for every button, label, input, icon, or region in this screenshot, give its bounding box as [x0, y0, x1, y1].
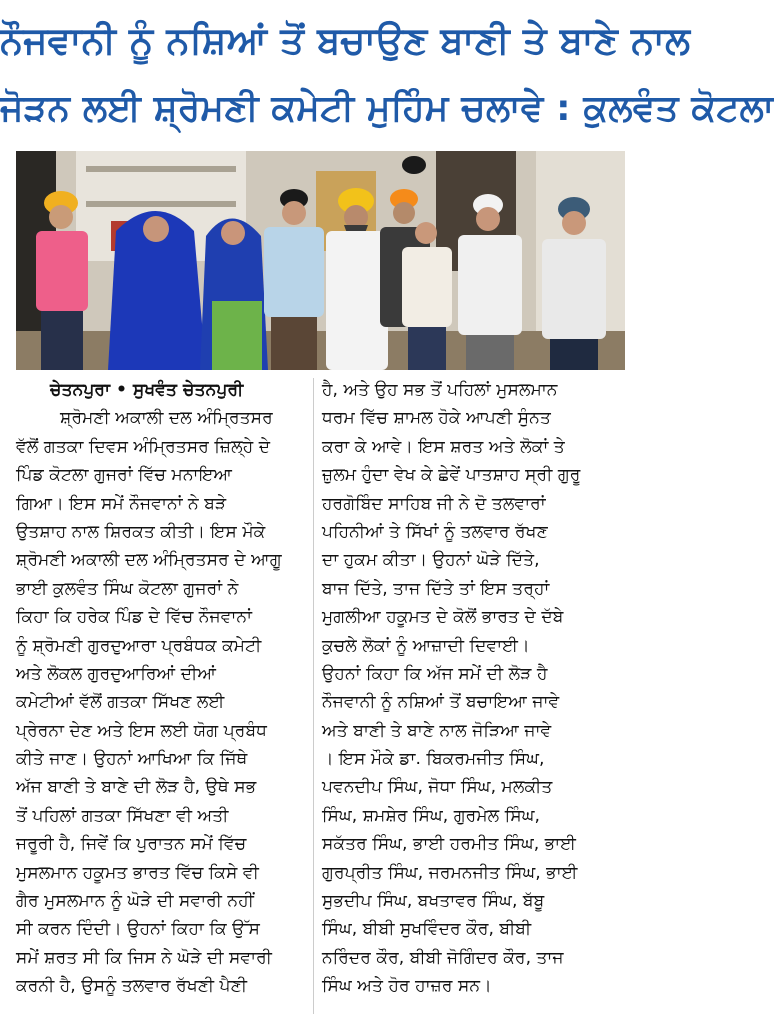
article-line: ਹਰਗੋਬਿੰਦ ਸਾਹਿਬ ਜੀ ਨੇ ਦੋ ਤਲਵਾਰਾਂ — [322, 493, 546, 514]
article-line: ਮੁਗਲੀਆ ਹਕੂਮਤ ਦੇ ਕੋਲੋਂ ਭਾਰਤ ਦੇ ਦੱਬੇ — [322, 607, 564, 628]
person-figure — [402, 156, 426, 174]
article-line: ਕੁਚਲੇ ਲੋਕਾਂ ਨੂੰ ਆਜ਼ਾਦੀ ਦਿਵਾਈ। — [322, 635, 530, 656]
article-line: ਸੁਭਦੀਪ ਸਿੰਘ, ਬਖਤਾਵਰ ਸਿੰਘ, ਬੱਬੂ — [322, 891, 545, 912]
article-line: ਕੀਤੇ ਜਾਣ। ਉਹਨਾਂ ਆਖਿਆ ਕਿ ਜਿੱਥੇ — [16, 749, 248, 770]
article-line: ਗਿਆ। ਇਸ ਸਮੇਂ ਨੌਜਵਾਨਾਂ ਨੇ ਬੜੇ — [16, 493, 227, 514]
article-line: ਜ਼ੁਲਮ ਹੁੰਦਾ ਵੇਖ ਕੇ ਛੇਵੇਂ ਪਾਤਸ਼ਾਹ ਸ੍ਰੀ ਗੁਰੂ — [322, 465, 581, 486]
person-figure — [200, 219, 268, 371]
article-line: ਜਰੂਰੀ ਹੈ, ਜਿਵੇਂ ਕਿ ਪੁਰਾਤਨ ਸਮੇਂ ਵਿੱਚ — [16, 834, 247, 855]
article-line: ਸਿੰਘ, ਸ਼ਮਸ਼ੇਰ ਸਿੰਘ, ਗੁਰਮੇਲ ਸਿੰਘ, — [322, 805, 540, 826]
article-line: ਭਾਈ ਕੁਲਵੰਤ ਸਿੰਘ ਕੋਟਲਾ ਗੁਜਰਾਂ ਨੇ — [16, 578, 239, 599]
group-photo — [16, 151, 625, 370]
article-line: ਨੂੰ ਸ਼੍ਰੋਮਣੀ ਗੁਰਦੁਆਰਾ ਪ੍ਰਬੰਧਕ ਕਮੇਟੀ — [16, 635, 262, 656]
article-line: ਕਰਨੀ ਹੈ, ਉਸਨੂੰ ਤਲਵਾਰ ਰੱਖਣੀ ਪੈਣੀ — [16, 976, 247, 997]
article-column-left — [16, 376, 310, 1016]
article-line: ਵੱਲੋਂ ਗਤਕਾ ਦਿਵਸ ਅੰਮ੍ਰਿਤਸਰ ਜ਼ਿਲ੍ਹੇ ਦੇ — [16, 436, 271, 457]
article-line: ਨਰਿੰਦਰ ਕੌਰ, ਬੀਬੀ ਜੋਗਿੰਦਰ ਕੌਰ, ਤਾਜ — [322, 947, 564, 968]
article-line: ਅੱਜ ਬਾਣੀ ਤੇ ਬਾਣੇ ਦੀ ਲੋੜ ਹੈ, ਉਥੇ ਸਭ — [16, 777, 257, 798]
person-figure — [108, 211, 206, 370]
article-line: ਕਮੇਟੀਆਂ ਵੱਲੋਂ ਗਤਕਾ ਸਿੱਖਣ ਲਈ — [16, 692, 225, 713]
article-line: ਸ਼੍ਰੋਮਣੀ ਅਕਾਲੀ ਦਲ ਅੰਮ੍ਰਿਤਸਰ — [60, 408, 273, 429]
article-line: ਪਵਨਦੀਪ ਸਿੰਘ, ਜੋਧਾ ਸਿੰਘ, ਮਲਕੀਤ — [322, 777, 553, 798]
article-line: ਸੀ ਕਰਨ ਦਿੰਦੀ। ਉਹਨਾਂ ਕਿਹਾ ਕਿ ਉੱਸ — [16, 919, 260, 940]
article-line: ਗੈਰ ਮੁਸਲਮਾਨ ਨੂੰ ਘੋੜੇ ਦੀ ਸਵਾਰੀ ਨਹੀਂ — [16, 891, 254, 912]
article-line: ਅਤੇ ਲੋਕਲ ਗੁਰਦੁਆਰਿਆਂ ਦੀਆਂ — [16, 663, 217, 684]
column-divider — [313, 378, 314, 1014]
article-line: ਸਕੱਤਰ ਸਿੰਘ, ਭਾਈ ਹਰਮੀਤ ਸਿੰਘ, ਭਾਈ — [322, 834, 577, 855]
article-line: ਮੁਸਲਮਾਨ ਹਕੂਮਤ ਭਾਰਤ ਵਿੱਚ ਕਿਸੇ ਵੀ — [16, 862, 259, 883]
headline-line-1: ਨੌਜਵਾਨੀ ਨੂੰ ਨਸ਼ਿਆਂ ਤੋਂ ਬਚਾਉਣ ਬਾਣੀ ਤੇ ਬਾਣੇ ਨਾਲ — [0, 19, 691, 62]
article-line: ਉਤਸ਼ਾਹ ਨਾਲ ਸ਼ਿਰਕਤ ਕੀਤੀ। ਇਸ ਮੌਕੇ — [16, 521, 266, 542]
article-line: ਨੌਜਵਾਨੀ ਨੂੰ ਨਸ਼ਿਆਂ ਤੋਂ ਬਚਾਇਆ ਜਾਵੇ — [322, 692, 560, 713]
article-line: ਸਮੇਂ ਸ਼ਰਤ ਸੀ ਕਿ ਜਿਸ ਨੇ ਘੋੜੇ ਦੀ ਸਵਾਰੀ — [16, 947, 272, 968]
article-line: ਕਿਹਾ ਕਿ ਹਰੇਕ ਪਿੰਡ ਦੇ ਵਿੱਚ ਨੌਜਵਾਨਾਂ — [16, 607, 252, 628]
article-line: ਬਾਜ ਦਿੱਤੇ, ਤਾਜ ਦਿੱਤੇ ਤਾਂ ਇਸ ਤਰ੍ਹਾਂ — [322, 578, 550, 599]
article-line: ਗੁਰਪ੍ਰੀਤ ਸਿੰਘ, ਜਰਮਨਜੀਤ ਸਿੰਘ, ਭਾਈ — [322, 862, 578, 883]
article-line: ਕਰਾ ਕੇ ਆਵੇ। ਇਸ ਸ਼ਰਤ ਅਤੇ ਲੋਕਾਂ ਤੇ — [322, 436, 565, 457]
article-line: ਸਿੰਘ ਅਤੇ ਹੋਰ ਹਾਜ਼ਰ ਸਨ। — [322, 976, 492, 997]
article-line: ਸ਼੍ਰੋਮਣੀ ਅਕਾਲੀ ਦਲ ਅੰਮ੍ਰਿਤਸਰ ਦੇ ਆਗੂ — [16, 550, 282, 571]
article-line: ਧਰਮ ਵਿੱਚ ਸ਼ਾਮਲ ਹੋਕੇ ਆਪਣੀ ਸੁੰਨਤ — [322, 408, 551, 429]
article-line: ਦਾ ਹੁਕਮ ਕੀਤਾ। ਉਹਨਾਂ ਘੋੜੇ ਦਿੱਤੇ, — [322, 550, 540, 571]
article-line: ਪਿੰਡ ਕੋਟਲਾ ਗੁਜਰਾਂ ਵਿੱਚ ਮਨਾਇਆ — [16, 465, 233, 486]
article-line: ਪ੍ਰੇਰਨਾ ਦੇਣ ਅਤੇ ਇਸ ਲਈ ਯੋਗ ਪ੍ਰਬੰਧ — [16, 720, 268, 741]
article-line: ਤੋਂ ਪਹਿਲਾਂ ਗਤਕਾ ਸਿੱਖਣਾ ਵੀ ਅਤੀ — [16, 805, 229, 826]
article-line: ਅਤੇ ਬਾਣੀ ਤੇ ਬਾਣੇ ਨਾਲ ਜੋੜਿਆ ਜਾਵੇ — [322, 720, 552, 741]
byline: ਚੇਤਨਪੁਰਾ • ਸੁਖਵੰਤ ਚੇਤਨਪੁਰੀ — [50, 380, 244, 400]
article-column-right — [322, 376, 624, 1016]
article-line: ਹੈ, ਅਤੇ ਉਹ ਸਭ ਤੋਂ ਪਹਿਲਾਂ ਮੁਸਲਮਾਨ — [322, 380, 558, 400]
article-line: ਉਹਨਾਂ ਕਿਹਾ ਕਿ ਅੱਜ ਸਮੇਂ ਦੀ ਲੋੜ ਹੈ — [322, 663, 548, 684]
article-line: ਸਿੰਘ, ਬੀਬੀ ਸੁਖਵਿੰਦਰ ਕੌਰ, ਬੀਬੀ — [322, 919, 532, 940]
article-line: । ਇਸ ਮੌਕੇ ਡਾ. ਬਿਕਰਮਜੀਤ ਸਿੰਘ, — [322, 749, 545, 770]
article-line: ਪਹਿਨੀਆਂ ਤੇ ਸਿੱਖਾਂ ਨੂੰ ਤਲਵਾਰ ਰੱਖਣ — [322, 521, 548, 542]
headline-line-2: ਜੋੜਨ ਲਈ ਸ਼੍ਰੋਮਣੀ ਕਮੇਟੀ ਮੁਹਿੰਮ ਚਲਾਵੇ : ਕੁਲਵੰਤ ਕੋਟਲਾ — [0, 88, 774, 129]
